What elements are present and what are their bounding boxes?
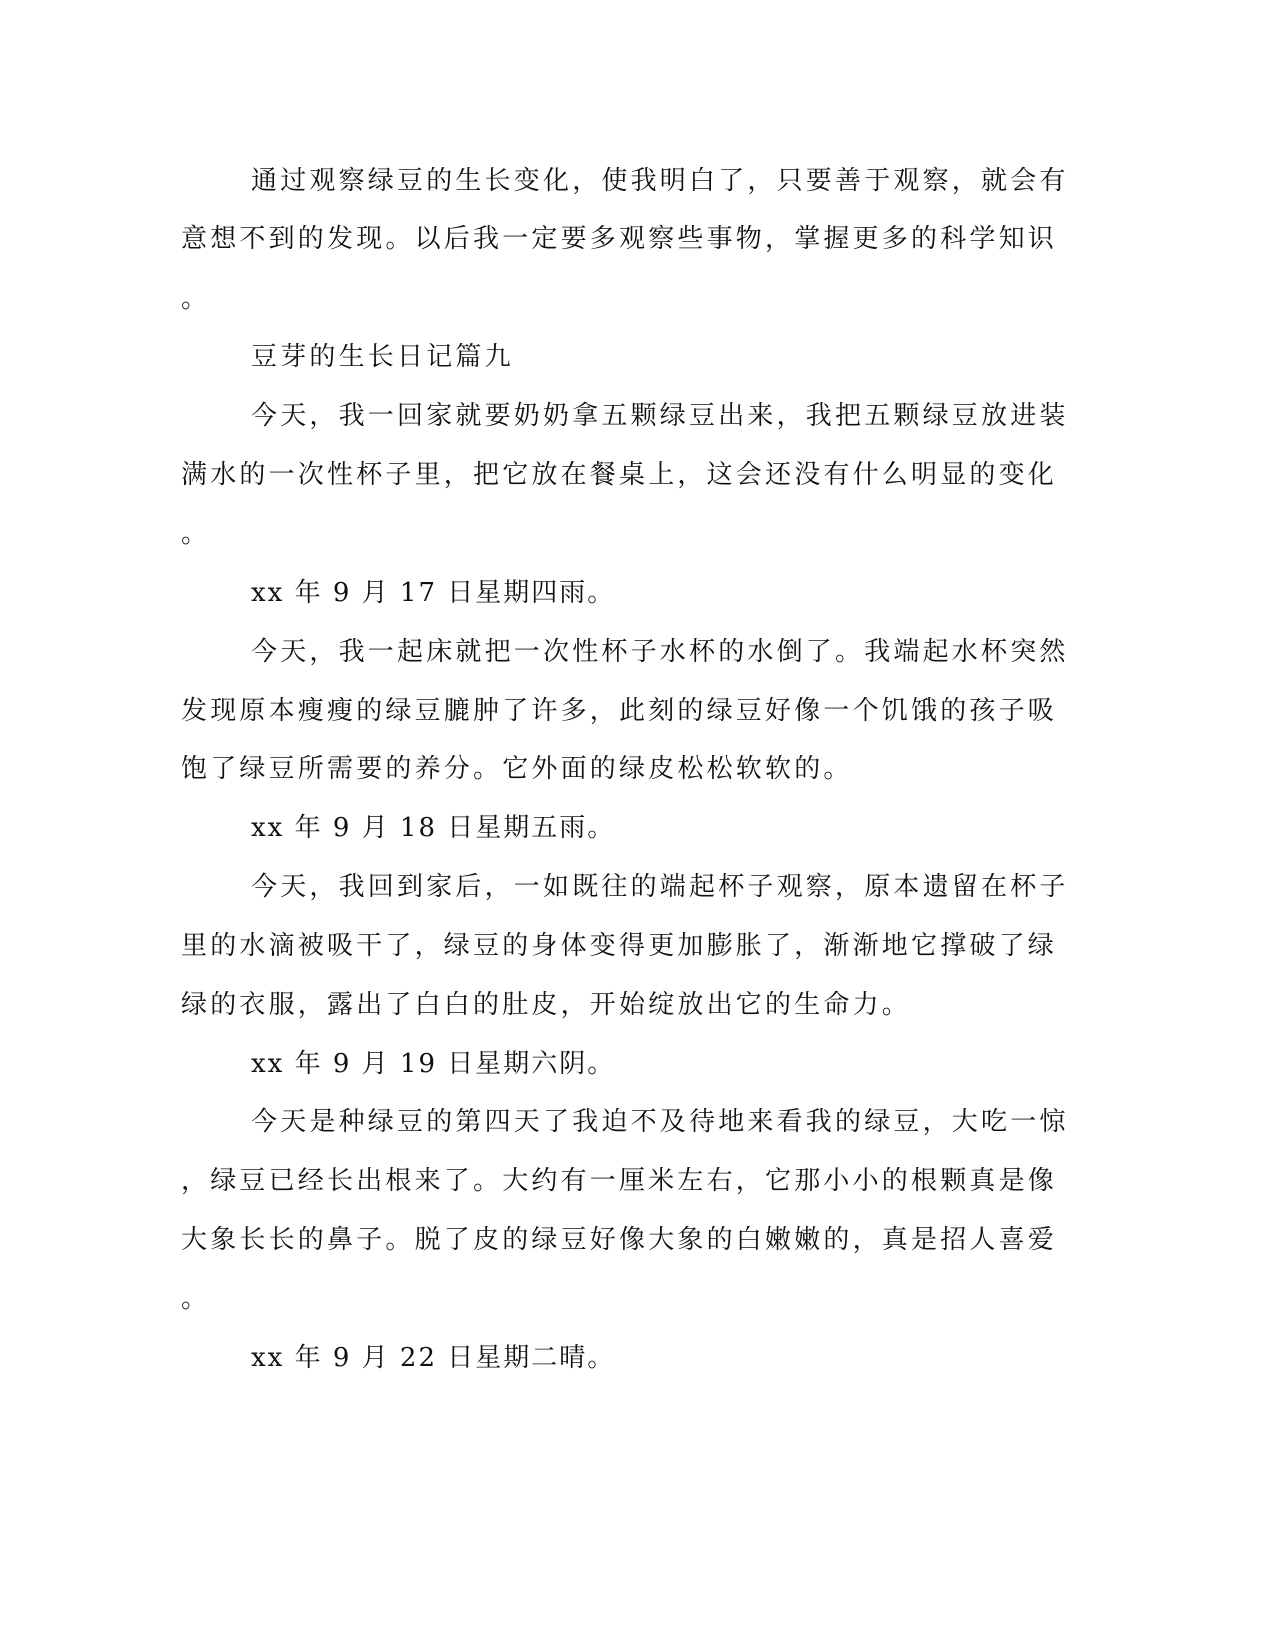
paragraph-line: 通过观察绿豆的生长变化，使我明白了，只要善于观察，就会有 (251, 166, 1069, 196)
paragraph-line: 满水的一次性杯子里，把它放在餐桌上，这会还没有什么明显的变化 (181, 460, 1058, 490)
paragraph-line: 发现原本瘦瘦的绿豆膔肿了许多，此刻的绿豆好像一个饥饿的孩子吸 (181, 696, 1058, 726)
diary-date: xx 年 9 月 18 日星期五雨。 (251, 813, 616, 843)
paragraph-line: 大象长长的鼻子。脱了皮的绿豆好像大象的白嫩嫩的，真是招人喜爱 (181, 1225, 1058, 1255)
paragraph-line: ，绿豆已经长出根来了。大约有一厘米左右，它那小小的根颗真是像 (181, 1166, 1058, 1196)
diary-date: xx 年 9 月 22 日星期二晴。 (251, 1343, 616, 1373)
paragraph-line: 里的水滴被吸干了，绿豆的身体变得更加膨胀了，渐渐地它撑破了绿 (181, 931, 1058, 961)
paragraph-line: 今天，我一起床就把一次性杯子水杯的水倒了。我端起水杯突然 (251, 637, 1069, 667)
paragraph-line: 今天，我回到家后，一如既往的端起杯子观察，原本遗留在杯子 (251, 872, 1069, 902)
paragraph-line: 绿的衣服，露出了白白的肚皮，开始绽放出它的生命力。 (181, 990, 912, 1020)
diary-date: xx 年 9 月 17 日星期四雨。 (251, 578, 616, 608)
paragraph-line: 今天是种绿豆的第四天了我迫不及待地来看我的绿豆，大吃一惊 (251, 1107, 1069, 1137)
diary-date: xx 年 9 月 19 日星期六阴。 (251, 1049, 616, 1079)
section-heading: 豆芽的生长日记篇九 (251, 342, 514, 372)
paragraph-line: 饱了绿豆所需要的养分。它外面的绿皮松松软软的。 (181, 754, 853, 784)
paragraph-line: 意想不到的发现。以后我一定要多观察些事物，掌握更多的科学知识 (181, 224, 1058, 254)
paragraph-line: 。 (181, 284, 211, 314)
paragraph-line: 。 (181, 1284, 211, 1314)
paragraph-line: 今天，我一回家就要奶奶拿五颗绿豆出来，我把五颗绿豆放进装 (251, 401, 1069, 431)
paragraph-line: 。 (181, 519, 211, 549)
